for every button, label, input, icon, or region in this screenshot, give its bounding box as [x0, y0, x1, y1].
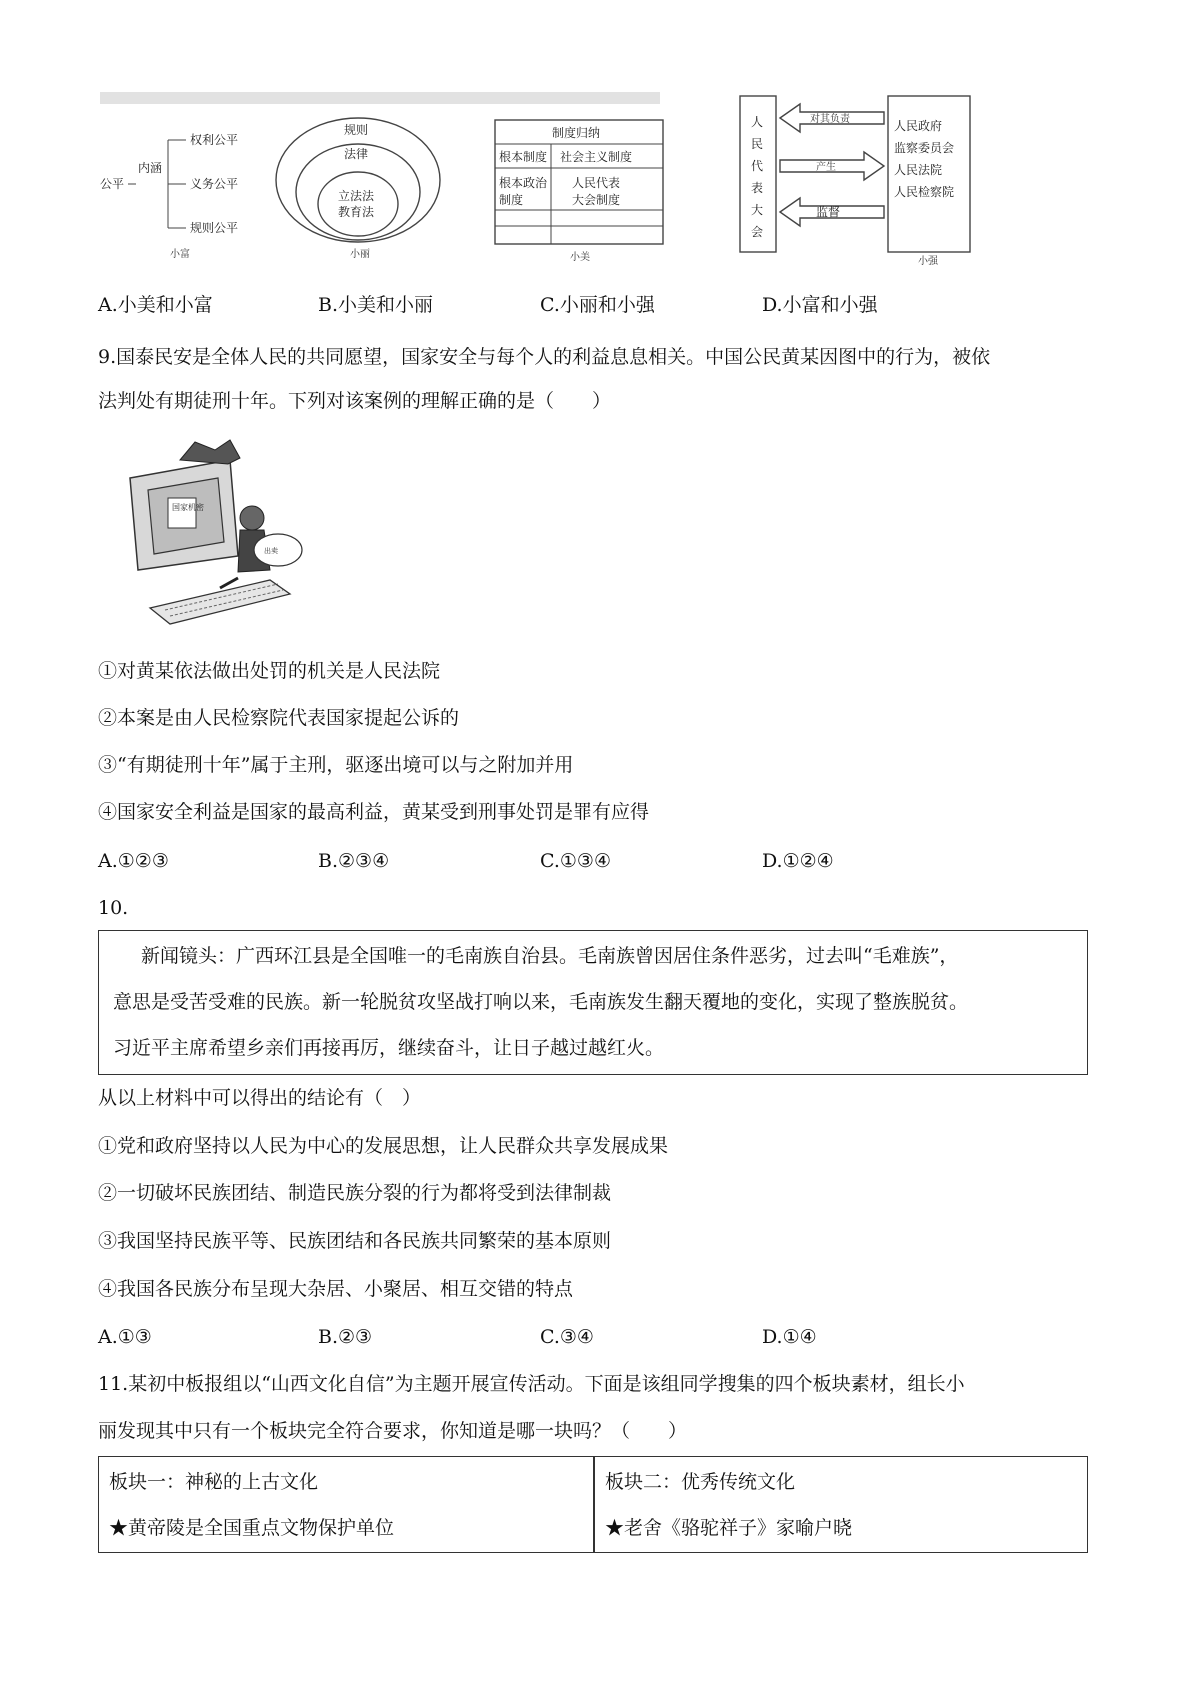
fig4-right-item: 人民检察院 — [894, 185, 955, 199]
q9-statement-2: ②本案是由人民检察院代表国家提起公诉的 — [98, 707, 460, 729]
fig1-tree — [100, 132, 238, 260]
fig4-left-char: 代 — [751, 159, 764, 173]
q8-option-c: C.小丽和小强 — [540, 294, 655, 316]
news-line-3: 习近平主席希望乡亲们再接再厉，继续奋斗，让日子越过越红火。 — [113, 1037, 665, 1059]
q10-number: 10. — [98, 897, 129, 919]
fig1-root: 公平 — [100, 177, 125, 191]
q10-option-b: B.②③ — [318, 1326, 373, 1348]
fig4-arrows — [740, 96, 970, 267]
fig4-right-item: 人民法院 — [894, 163, 943, 177]
fig1-mid: 内涵 — [138, 161, 163, 175]
q11-stem-line1: 11.某初中板报组以“山西文化自信”为主题开展宣传活动。下面是该组同学搜集的四个板块素材，组长小 — [98, 1373, 965, 1395]
fig4-right-item: 人民政府 — [894, 119, 943, 133]
q11-stem-line2: 丽发现其中只有一个板块完全符合要求，你知道是哪一块吗？（ ） — [98, 1420, 688, 1442]
q10-prompt: 从以上材料中可以得出的结论有（ ） — [98, 1087, 422, 1109]
fig1-item: 权利公平 — [190, 133, 239, 147]
table-cell-item: ★老舍《骆驼祥子》家喻户晓 — [605, 1517, 853, 1539]
fig4-arrow-label: 对其负责 — [810, 114, 850, 125]
fig2-caption: 小丽 — [350, 249, 370, 260]
fig3-cell: 根本制度 — [499, 150, 548, 164]
fig3-cell: 人民代表 — [572, 176, 621, 190]
q11-board-table — [98, 1456, 1088, 1553]
q10-option-a: A.①③ — [98, 1326, 152, 1348]
fig3-cell: 根本政治 — [499, 176, 548, 190]
table-cell-title: 板块一：神秘的上古文化 — [109, 1471, 319, 1493]
fig4-right-item: 监察委员会 — [894, 141, 955, 155]
news-line-2: 意思是受苦受难的民族。新一轮脱贫攻坚战打响以来，毛南族发生翻天覆地的变化，实现了整族脱贫。 — [113, 991, 969, 1013]
q8-option-a: A.小美和小富 — [98, 294, 213, 316]
fig1-caption: 小富 — [170, 249, 190, 260]
q10-news-box — [98, 930, 1088, 1075]
q9-statement-1: ①对黄某依法做出处罚的机关是人民法院 — [98, 660, 441, 682]
fig1-item: 义务公平 — [190, 177, 239, 191]
q9-stem-line1: 9.国泰民安是全体人民的共同愿望，国家安全与每个人的利益息息相关。中国公民黄某因图中的行为，被依 — [98, 346, 991, 368]
q9-option-a: A.①②③ — [98, 850, 169, 872]
q8-diagrams — [100, 92, 1085, 272]
q9-stem-line2: 法判处有期徒刑十年。下列对该案例的理解正确的是（ ） — [98, 390, 612, 412]
computer-spy-illustration — [120, 438, 310, 628]
table-divider — [593, 1457, 595, 1552]
q10-statement-1: ①党和政府坚持以人民为中心的发展思想，让人民群众共享发展成果 — [98, 1135, 669, 1157]
q8-option-d: D.小富和小强 — [762, 294, 878, 316]
fig4-left-char: 表 — [751, 181, 764, 195]
cartoon-sign: 国家机密 — [172, 503, 204, 512]
fig4-left-char: 大 — [751, 203, 764, 217]
fig2-ellipses — [276, 118, 440, 260]
q9-statement-4: ④国家安全利益是国家的最高利益，黄某受到刑事处罚是罪有应得 — [98, 801, 650, 823]
fig2-inner: 教育法 — [338, 205, 375, 219]
q10-statement-3: ③我国坚持民族平等、民族团结和各民族共同繁荣的基本原则 — [98, 1230, 612, 1252]
news-line-1: 新闻镜头：广西环江县是全国唯一的毛南族自治县。毛南族曾因居住条件恶劣，过去叫“毛难族”， — [141, 945, 959, 967]
q8-figure-strip — [100, 92, 1085, 272]
fig3-cell: 大会制度 — [572, 193, 621, 207]
fig2-inner: 立法法 — [338, 189, 375, 203]
fig4-left-char: 民 — [751, 137, 764, 151]
q10-option-c: C.③④ — [540, 1326, 594, 1348]
fig3-cell: 社会主义制度 — [560, 150, 633, 164]
table-cell-item: ★黄帝陵是全国重点文物保护单位 — [109, 1517, 395, 1539]
q10-statement-2: ②一切破坏民族团结、制造民族分裂的行为都将受到法律制裁 — [98, 1182, 612, 1204]
q9-option-c: C.①③④ — [540, 850, 611, 872]
fig4-arrow-label: 产生 — [816, 162, 836, 173]
q9-statement-3: ③“有期徒刑十年”属于主刑，驱逐出境可以与之附加并用 — [98, 754, 574, 776]
q9-cartoon — [120, 438, 310, 628]
table-cell-title: 板块二：优秀传统文化 — [605, 1471, 796, 1493]
q9-option-b: B.②③④ — [318, 850, 390, 872]
q9-option-d: D.①②④ — [762, 850, 834, 872]
fig3-table — [495, 120, 663, 263]
cartoon-bubble: 出卖 — [264, 547, 278, 555]
fig1-item: 规则公平 — [190, 221, 239, 235]
q10-option-d: D.①④ — [762, 1326, 817, 1348]
fig3-cell: 制度 — [499, 193, 524, 207]
fig4-arrow-label: 监督 — [816, 205, 841, 219]
q8-option-b: B.小美和小丽 — [318, 294, 434, 316]
fig2-middle: 法律 — [344, 147, 369, 161]
fig4-left-char: 人 — [751, 115, 764, 129]
q10-statement-4: ④我国各民族分布呈现大杂居、小聚居、相互交错的特点 — [98, 1278, 574, 1300]
fig2-outer: 规则 — [344, 123, 369, 137]
fig4-left-char: 会 — [751, 225, 764, 239]
fig4-caption: 小强 — [918, 256, 938, 267]
fig3-header: 制度归纳 — [552, 126, 601, 140]
fig3-caption: 小美 — [570, 252, 590, 263]
